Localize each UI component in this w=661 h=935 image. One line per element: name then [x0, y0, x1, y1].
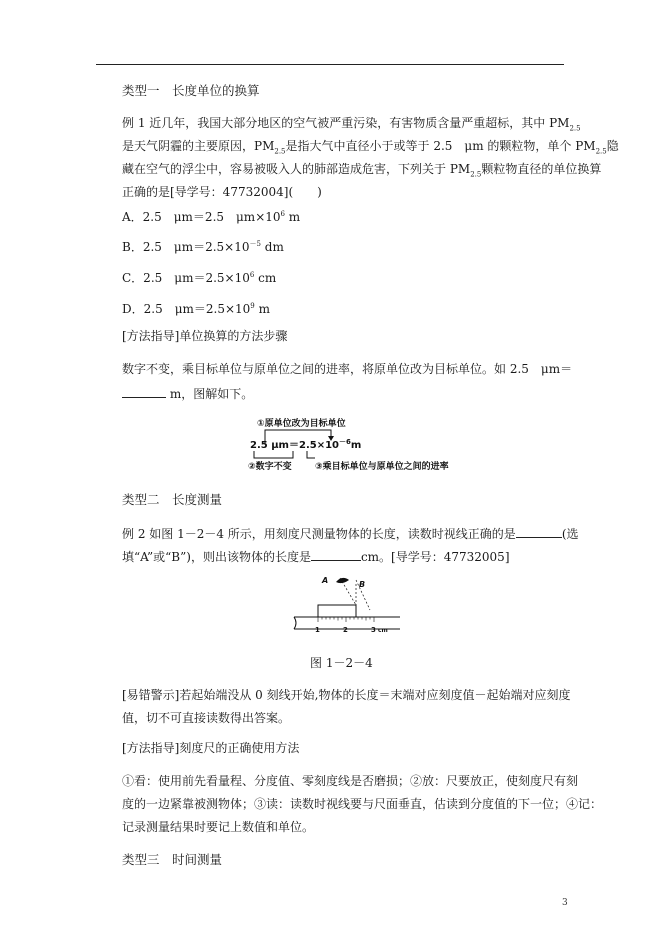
method-title-1: [方法指导]单位换算的方法步骤: [122, 329, 288, 343]
warning-line-1: [易错警示]若起始端没从 0 刻线开始,物体的长度＝末端对应刻度值－起始端对应刻度: [122, 688, 571, 702]
figure-caption: 图 1－2－4: [310, 656, 373, 670]
option-c: C．2.5 $\mu m=2.5\times 10^6$ cm: [122, 271, 277, 285]
method-1-line-1: 数字不变，乘目标单位与原单位之间的进率，将原单位改为目标单位。如 2.5 μm＝: [122, 362, 573, 376]
section-heading-3: 类型三 时间测量: [122, 852, 223, 867]
option-a: A．2.5 μm＝2.5 $\mu m\times 10^6$ m: [122, 210, 301, 224]
unit-conversion-figure: [245, 415, 475, 473]
fig-expr: 2.5 $\mu m=2.5\times 10^{-6}m$: [250, 438, 362, 451]
tick-label-2: 2: [343, 626, 348, 634]
method-2-line-2: 度的一边紧靠被测物体；③读：读数时视线要与尺面垂直，估读到分度值的下一位；④记：: [122, 797, 603, 811]
method-2-line-3: 记录测量结果时要记上数值和单位。: [122, 820, 315, 834]
eye-icon: [336, 578, 349, 583]
example-1-line-3: 藏在空气的浮尘中，容易被吸入人的肺部造成危害，下列关于 $PM_{2.5}$颗粒物直径的单位换算: [122, 162, 602, 179]
fig-step-2: ②数字不变: [248, 462, 292, 472]
example-2-line-2: 填“A”或“B”)，则出该物体的长度是 cm。[导学号：47732005]: [122, 547, 510, 565]
unit-label: cm: [378, 627, 388, 634]
ruler-figure: [292, 572, 404, 640]
page-number: 3: [562, 898, 568, 908]
header-rule: [96, 64, 564, 65]
answer-blank-3[interactable]: [311, 547, 361, 561]
method-2-line-1: ①看：使用前先看量程、分度值、零刻度线是否磨损；②放：尺要放正，使刻度尺有刻: [122, 774, 579, 788]
label-b: B: [359, 580, 366, 589]
option-b: B．2.5 $\mu m=2.5\times 10^{-5}$ dm: [122, 240, 284, 254]
section-heading-1: 类型一 长度单位的换算: [122, 83, 260, 98]
tick-label-3: 3: [371, 626, 376, 634]
fig-step-1: ①原单位改为目标单位: [257, 419, 346, 429]
example-1-line-4: 正确的是[导学号：47732004]( ): [122, 185, 322, 199]
method-title-2: [方法指导]刻度尺的正确使用方法: [122, 741, 300, 755]
example-2-line-1: 例 2 如图 1－2－4 所示，用刻度尺测量物体的长度，读数时视线正确的是 (选: [122, 524, 579, 542]
answer-blank-2[interactable]: [516, 524, 562, 538]
tick-label-1: 1: [315, 626, 320, 634]
section-heading-2: 类型二 长度测量: [122, 492, 223, 507]
label-a: A: [322, 576, 329, 585]
example-1-line-1: 例 1 近几年，我国大部分地区的空气被严重污染，有害物质含量严重超标，其中 $PM_{2.5}$: [122, 116, 581, 133]
fig-step-3: ③乘目标单位与原单位之间的进率: [315, 462, 449, 472]
option-d: D．2.5 $\mu m=2.5\times 10^9$ m: [122, 302, 270, 316]
example-1-line-2: 是天气阴霾的主要原因，$PM_{2.5}$是指大气中直径小于或等于 2.5 μm 的颗粒物，单个 $PM_{2.5}$隐: [122, 139, 619, 156]
method-1-line-2: m，图解如下。: [122, 384, 253, 402]
answer-blank-1[interactable]: [122, 384, 166, 398]
measured-object: [318, 605, 356, 617]
warning-line-2: 值，切不可直接读数得出答案。: [122, 711, 291, 725]
